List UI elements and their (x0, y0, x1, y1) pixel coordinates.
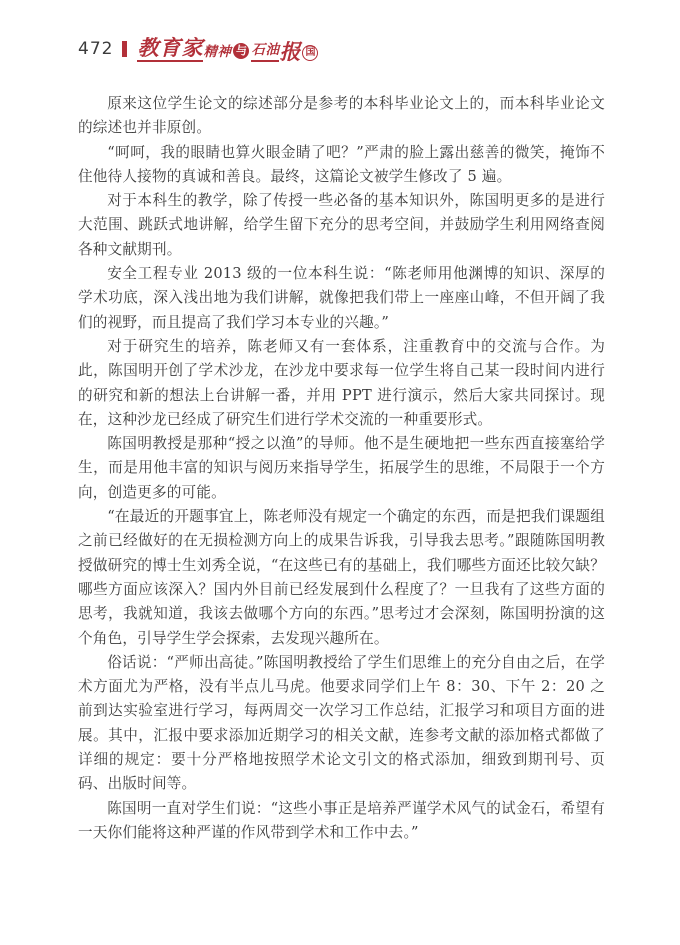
paragraph: 陈国明一直对学生们说：“这些小事正是培养严谨学术风气的试金石，希望有一天你们能将这种严谨的作风带到学术和工作中去。” (78, 799, 605, 841)
paragraph: “在最近的开题事宜上，陈老师没有规定一个确定的东西，而是把我们课题组之前已经做好的在无损检测方向上的成果告诉我，引导我去思考。”跟随陈国明教授做研究的博士生刘秀全说，“在这些已有的基础上，我们哪些方面还比较欠缺？哪些方面应该深入？国内外目前已经发展到什么程度了？一旦我有了这些方面的思考，我就知道，我该去做哪个方向的东西。”思考过才会深刻，陈国明扮演的这个角色，引导学生学会探索，去发现兴趣所在。 (78, 508, 605, 647)
paragraph: 对于研究生的培养，陈老师又有一套体系，注重教育中的交流与合作。为此，陈国明开创了学术沙龙，在沙龙中要求每一位学生将自己某一段时间内进行的研究和新的想法上台讲解一番，并用 PPT 进行演示，然后大家共同探讨。现在，这种沙龙已经成了研究生们进行学术交流的一种重要形式。 (78, 337, 605, 428)
paragraph: 原来这位学生论文的综述部分是参考的本科毕业论文上的，而本科毕业论文的综述也并非原创。 (78, 95, 605, 137)
logo-text-educator: 教育家 (137, 34, 204, 60)
paragraph: 陈国明教授是那种“授之以渔”的导师。他不是生硬地把一些东西直接塞给学生，而是用他丰富的知识与阅历来指导学生，拓展学生的思维，不局限于一个方向，创造更多的可能。 (78, 435, 605, 501)
logo-text-serve: 报 (279, 38, 302, 64)
page-header (78, 34, 318, 64)
logo-circle-and: 与 (233, 43, 249, 59)
header-divider-bar (122, 41, 127, 57)
page-number: 472 (78, 39, 114, 59)
paragraph: 对于本科生的教学，除了传授一些必备的基本知识外，陈国明更多的是进行大范围、跳跃式地讲解，给学生留下充分的思考空间，并鼓励学生利用网络查阅各种文献期刊。 (78, 192, 605, 258)
logo-text-petroleum: 石油 (251, 44, 279, 62)
paragraph: “呵呵，我的眼睛也算火眼金睛了吧？”严肃的脸上露出慈善的微笑，掩饰不住他待人接物的真诚和善良。最终，这篇论文被学生修改了 5 遍。 (78, 143, 605, 185)
book-title-logo (137, 34, 318, 64)
logo-text-spirit: 精神 (203, 44, 232, 60)
paragraph: 俗话说：“严师出高徒。”陈国明教授给了学生们思维上的充分自由之后，在学术方面尤为严格，没有半点儿马虎。他要求同学们上午 8：30、下午 2：20 之前到达实验室进行学习，每两周交一次学习工作总结，汇报学习和项目方面的进展。其中，汇报中要求添加近期学习的相关文献，连参考文献的添加格式都做了详细的规定：要十分严格地按照学术论文引文的格式添加，细致到期刊号、页码、出版时间等。 (78, 653, 605, 793)
page-body (78, 92, 605, 845)
logo-circle-country: 国 (302, 45, 318, 61)
paragraph: 安全工程专业 2013 级的一位本科生说：“陈老师用他渊博的知识、深厚的学术功底，深入浅出地为我们讲解，就像把我们带上一座座山峰，不但开阔了我们的视野，而且提高了我们学习本专业的兴趣。” (78, 265, 605, 331)
